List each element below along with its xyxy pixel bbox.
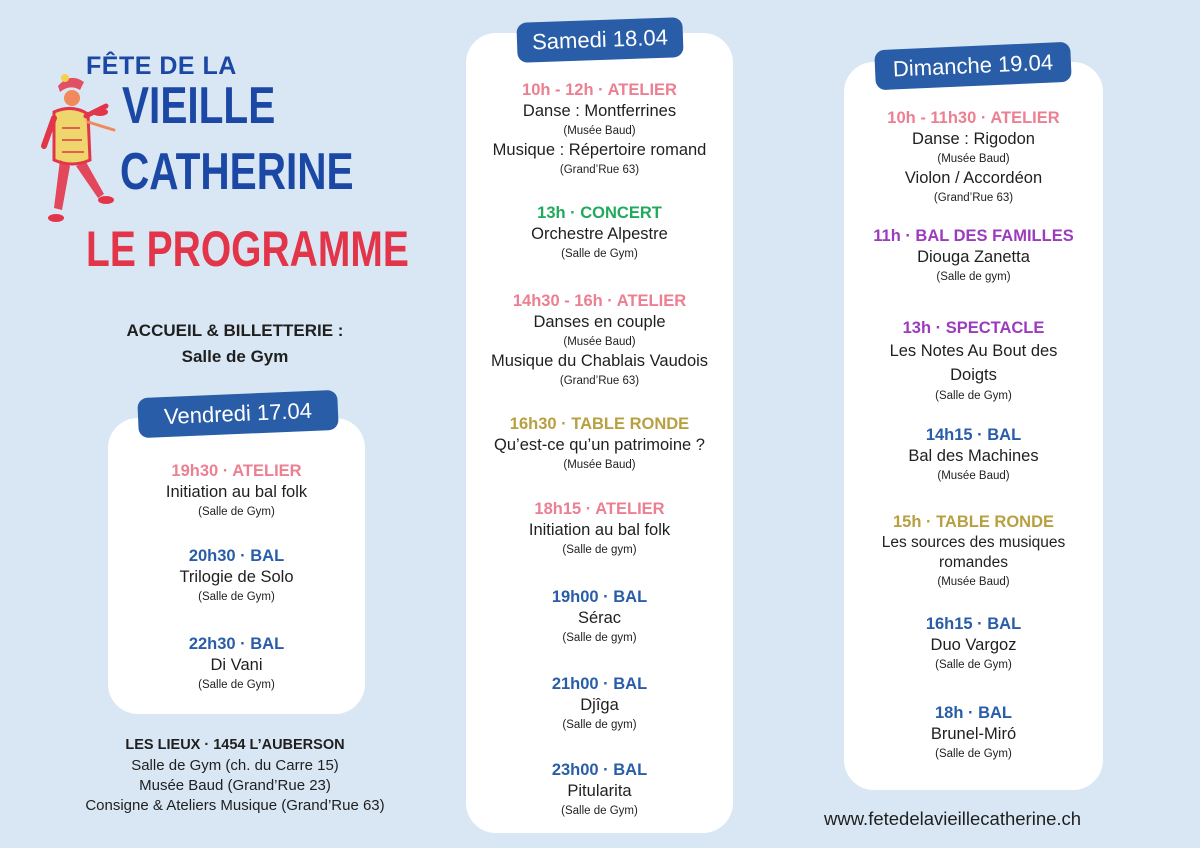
- event-item: [466, 498, 733, 559]
- event-name: Sérac: [577, 609, 622, 627]
- accueil-place: Salle de Gym: [181, 347, 289, 366]
- dimanche-events: [844, 0, 1103, 848]
- accueil-label: ACCUEIL & BILLETTERIE :: [126, 321, 344, 340]
- event-heading: 19h30 · ATELIER: [171, 462, 302, 480]
- event-venue: (Musée Baud): [937, 153, 1010, 165]
- lieux-block: [40, 734, 430, 816]
- event-venue: (Grand’Rue 63): [559, 375, 640, 387]
- event-item: [466, 79, 733, 179]
- event-item: [466, 586, 733, 647]
- event-name: Trilogie de Solo: [179, 568, 294, 586]
- event-name: Diouga Zanetta: [917, 248, 1030, 266]
- event-name: Les Notes Au Bout des: [889, 342, 1058, 360]
- lieux-item: Musée Baud (Grand’Rue 23): [139, 777, 331, 794]
- event-heading: 14h15 · BAL: [925, 426, 1022, 444]
- event-heading: 13h · SPECTACLE: [902, 319, 1045, 337]
- event-heading: 22h30 · BAL: [188, 635, 285, 653]
- event-venue: (Salle de Gym): [935, 659, 1012, 671]
- event-name: Djîga: [580, 696, 619, 714]
- event-name: Initiation au bal folk: [165, 483, 308, 501]
- event-line: Musique : Répertoire romand: [492, 141, 707, 159]
- event-line: Danse : Montferrines: [522, 102, 677, 120]
- event-item: [844, 107, 1103, 207]
- event-name: romandes: [939, 554, 1008, 571]
- event-heading: 16h15 · BAL: [925, 615, 1022, 633]
- event-name: Qu’est-ce qu’un patrimoine ?: [494, 436, 705, 454]
- event-name: Duo Vargoz: [930, 636, 1017, 654]
- event-name: Bal des Machines: [908, 447, 1039, 465]
- event-venue: (Salle de Gym): [561, 248, 638, 260]
- event-line: Violon / Accordéon: [904, 169, 1043, 187]
- event-venue: (Salle de gym): [562, 719, 637, 731]
- event-venue: (Grand’Rue 63): [559, 164, 640, 176]
- event-venue: (Musée Baud): [937, 470, 1010, 482]
- event-heading: 15h · TABLE RONDE: [892, 513, 1055, 531]
- event-name: Brunel-Miró: [930, 725, 1017, 743]
- event-heading: 14h30 - 16h · ATELIER: [512, 292, 687, 310]
- event-item: [844, 702, 1103, 763]
- event-item: [466, 202, 733, 263]
- event-venue: (Salle de Gym): [198, 591, 275, 603]
- event-heading: 16h30 · TABLE RONDE: [509, 415, 690, 433]
- event-line: Danses en couple: [533, 313, 666, 331]
- event-name: Di Vani: [210, 656, 263, 674]
- event-heading: 11h · BAL DES FAMILLES: [873, 227, 1074, 245]
- event-heading: 19h00 · BAL: [551, 588, 648, 606]
- event-name: Doigts: [950, 366, 997, 384]
- event-heading: 23h00 · BAL: [551, 761, 648, 779]
- event-line: Musique du Chablais Vaudois: [490, 352, 709, 370]
- event-venue: (Grand’Rue 63): [933, 192, 1014, 204]
- event-venue: (Salle de Gym): [198, 679, 275, 691]
- samedi-events: [466, 0, 733, 848]
- event-item: [466, 290, 733, 390]
- event-item: [844, 317, 1103, 405]
- event-heading: 21h00 · BAL: [551, 675, 648, 693]
- event-item: [844, 613, 1103, 674]
- samedi-tag: Samedi 18.04: [516, 17, 683, 63]
- event-venue: (Musée Baud): [937, 576, 1010, 588]
- event-item: [108, 545, 365, 606]
- event-venue: (Salle de Gym): [561, 805, 638, 817]
- event-heading: 20h30 · BAL: [188, 547, 285, 565]
- event-heading: 13h · CONCERT: [537, 204, 662, 222]
- lieux-item: Salle de Gym (ch. du Carre 15): [131, 757, 339, 774]
- vendredi-tag: Vendredi 17.04: [137, 390, 338, 438]
- event-venue: (Salle de gym): [936, 271, 1011, 283]
- website-link[interactable]: www.fetedelavieillecatherine.ch: [824, 808, 1082, 829]
- event-item: [844, 511, 1103, 591]
- dimanche-tag: Dimanche 19.04: [874, 42, 1072, 91]
- event-item: [466, 413, 733, 474]
- event-item: [108, 460, 365, 521]
- event-venue: (Salle de Gym): [198, 506, 275, 518]
- event-item: [466, 759, 733, 820]
- event-line: Danse : Rigodon: [912, 130, 1035, 148]
- title-line-vieille: VIEILLE: [122, 77, 276, 135]
- vendredi-events: [108, 0, 365, 848]
- event-name: Initiation au bal folk: [528, 521, 671, 539]
- event-venue: (Salle de gym): [562, 632, 637, 644]
- lieux-title: LES LIEUX · 1454 L’AUBERSON: [125, 737, 345, 753]
- event-item: [844, 424, 1103, 485]
- lieux-item: Consigne & Ateliers Musique (Grand’Rue 63): [85, 797, 385, 814]
- event-heading: 10h - 12h · ATELIER: [522, 81, 677, 99]
- title-line-catherine: CATHERINE: [120, 143, 354, 201]
- event-venue: (Salle de Gym): [935, 748, 1012, 760]
- event-name: Orchestre Alpestre: [531, 225, 668, 243]
- title-line-fete-de-la: FÊTE DE LA: [86, 52, 237, 80]
- event-item: [844, 225, 1103, 286]
- event-heading: 10h - 11h30 · ATELIER: [887, 109, 1060, 127]
- event-item: [108, 633, 365, 694]
- event-heading: 18h15 · ATELIER: [534, 500, 665, 518]
- event-venue: (Musée Baud): [563, 125, 636, 137]
- event-venue: (Musée Baud): [563, 459, 636, 471]
- event-venue: (Musée Baud): [563, 336, 636, 348]
- event-item: [466, 673, 733, 734]
- title-le-programme: LE PROGRAMME: [86, 221, 409, 277]
- event-venue: (Salle de Gym): [935, 390, 1012, 402]
- event-name: Les sources des musiques: [881, 534, 1066, 551]
- event-name: Pitularita: [567, 782, 632, 800]
- event-heading: 18h · BAL: [934, 704, 1012, 722]
- event-venue: (Salle de gym): [562, 544, 637, 556]
